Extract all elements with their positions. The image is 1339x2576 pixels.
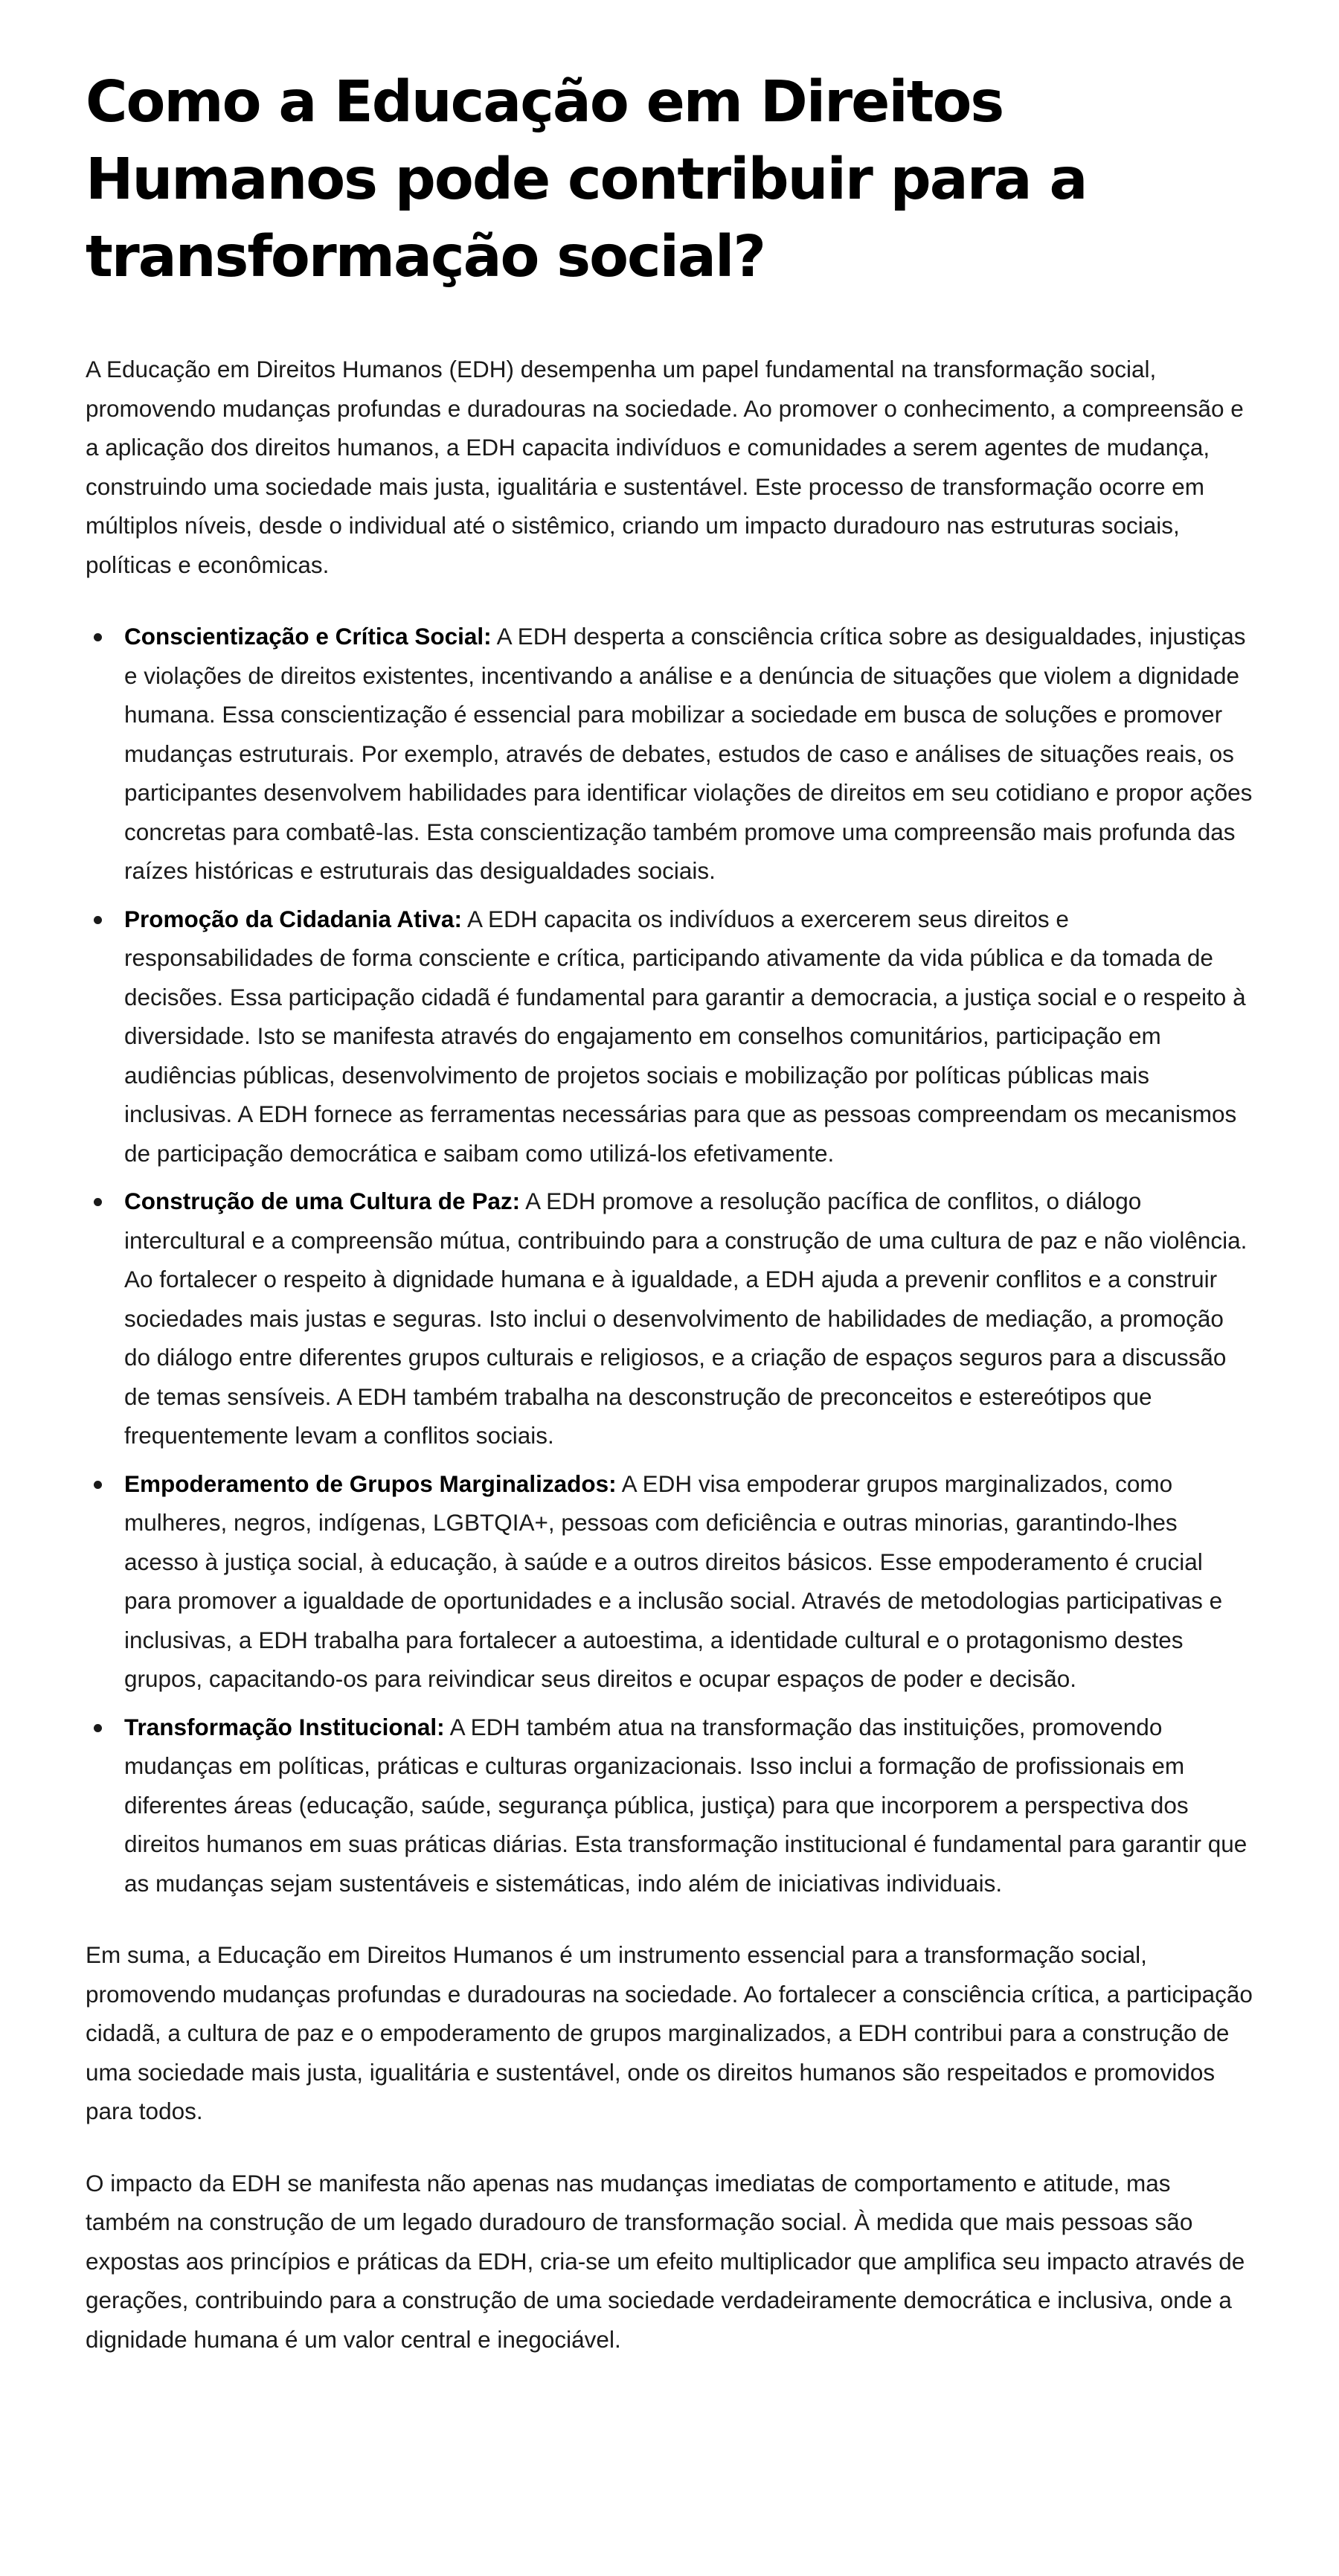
bullet-icon xyxy=(94,1481,102,1489)
bullet-icon xyxy=(94,1724,102,1732)
item-term: Construção de uma Cultura de Paz: xyxy=(124,1188,521,1214)
intro-paragraph: A Educação em Direitos Humanos (EDH) desempenha um papel fundamental na transformação social, promovendo mudanças profundas e duradouras na sociedade. Ao promover o conhecimento, a compreensão e a aplicação dos direitos humanos, a EDH capacita indivíduos e comunidades a serem agentes de mudança, construindo uma sociedade mais justa, igualitária e sustentável. Este processo de transformação ocorre em múltiplos níveis, desde o individual até o sistêmico, criando um impacto duradouro nas estruturas sociais, políticas e econômicas. xyxy=(86,356,1244,578)
bullet-icon xyxy=(94,1198,102,1206)
item-text: A EDH também atua na transformação das instituições, promovendo mudanças em políticas, práticas e culturas organizacionais. Isso inclui a formação de profissionais em diferentes áreas (educação, saúde, segurança pública, justiça) para que incorporem a perspectiva dos direitos humanos em suas práticas diárias. Esta transformação institucional é fundamental para garantir que as mudanças sejam sustentáveis e sistemáticas, indo além de iniciativas individuais. xyxy=(124,1713,1248,1897)
item-text: A EDH capacita os indivíduos a exercerem seus direitos e responsabilidades de forma consciente e crítica, participando ativamente da vida pública e da tomada de decisões. Essa participação cidadã é fundamental para garantir a democracia, a justiça social e o respeito à diversidade. Isto se manifesta através do engajamento em conselhos comunitários, participação em audiências públicas, desenvolvimento de projetos sociais e mobilização por políticas públicas mais inclusivas. A EDH fornece as ferramentas necessárias para que as pessoas compreendam os mecanismos de participação democrática e saibam como utilizá-los efetivamente. xyxy=(124,905,1246,1167)
item-text: A EDH desperta a consciência crítica sobre as desigualdades, injustiças e violações de direitos existentes, incentivando a análise e a denúncia de situações que violem a dignidade humana. Essa conscientização é essencial para mobilizar a sociedade em busca de soluções e promover mudanças estruturais. Por exemplo, através de debates, estudos de caso e análises de situações reais, os participantes desenvolvem habilidades para identificar violações de direitos em seu cotidiano e propor ações concretas para combatê-las. Esta conscientização também promove uma compreensão mais profunda das raízes históricas e estruturais das desigualdades sociais. xyxy=(124,623,1253,884)
conclusion-paragraph: Em suma, a Educação em Direitos Humanos é um instrumento essencial para a transformação social, promovendo mudanças profundas e duradouras na sociedade. Ao fortalecer a consciência crítica, a participação cidadã, a cultura de paz e o empoderamento de grupos marginalizados, a EDH contribui para a construção de uma sociedade mais justa, igualitária e sustentável, onde os direitos humanos são respeitados e promovidos para todos. xyxy=(86,1941,1253,2124)
list-item xyxy=(124,1182,1253,1455)
bullet-icon xyxy=(94,916,102,924)
topics-list xyxy=(86,617,1253,1903)
item-term: Empoderamento de Grupos Marginalizados: xyxy=(124,1470,617,1497)
list-item xyxy=(124,900,1253,1173)
item-term: Promoção da Cidadania Ativa: xyxy=(124,905,462,932)
item-term: Conscientização e Crítica Social: xyxy=(124,623,492,650)
item-text: A EDH promove a resolução pacífica de conflitos, o diálogo intercultural e a compreensão mútua, contribuindo para a construção de uma cultura de paz e não violência. Ao fortalecer o respeito à dignidade humana e à igualdade, a EDH ajuda a prevenir conflitos e a construir sociedades mais justas e seguras. Isto inclui o desenvolvimento de habilidades de mediação, a promoção do diálogo entre diferentes grupos culturais e religiosos, e a criação de espaços seguros para a discussão de temas sensíveis. A EDH também trabalha na desconstrução de preconceitos e estereótipos que frequentemente levam a conflitos sociais. xyxy=(124,1188,1248,1449)
list-item xyxy=(124,1708,1253,1903)
list-item xyxy=(124,1464,1253,1699)
item-term: Transformação Institucional: xyxy=(124,1713,445,1740)
page-title: Como a Educação em Direitos Humanos pode contribuir para a transformação social? xyxy=(86,69,1087,290)
bullet-icon xyxy=(94,633,102,641)
list-item xyxy=(124,617,1253,891)
item-text: A EDH visa empoderar grupos marginalizados, como mulheres, negros, indígenas, LGBTQIA+, pessoas com deficiência e outras minorias, garantindo-lhes acesso à justiça social, à educação, à saúde e a outros direitos básicos. Esse empoderamento é crucial para promover a igualdade de oportunidades e a inclusão social. Através de metodologias participativas e inclusivas, a EDH trabalha para fortalecer a autoestima, a identidade cultural e o protagonismo destes grupos, capacitando-os para reivindicar seus direitos e ocupar espaços de poder e decisão. xyxy=(124,1470,1223,1692)
closing-paragraph: O impacto da EDH se manifesta não apenas nas mudanças imediatas de comportamento e atitude, mas também na construção de um legado duradouro de transformação social. À medida que mais pessoas são expostas aos princípios e práticas da EDH, cria-se um efeito multiplicador que amplifica seu impacto através de gerações, contribuindo para a construção de uma sociedade verdadeiramente democrática e inclusiva, onde a dignidade humana é um valor central e inegociável. xyxy=(86,2169,1245,2353)
